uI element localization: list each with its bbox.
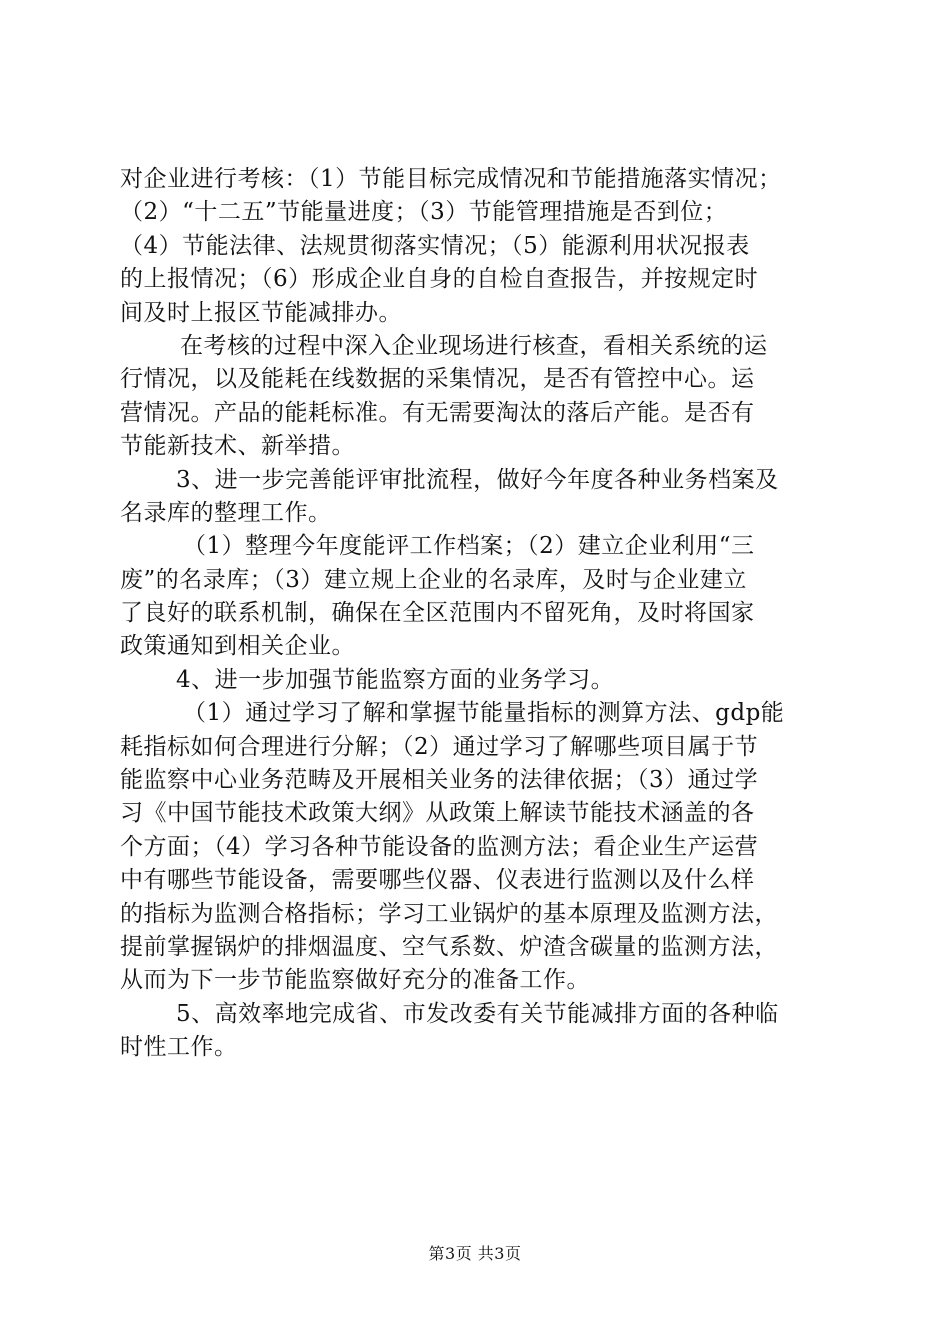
- text-line: 废”的名录库；（3）建立规上企业的名录库，及时与企业建立: [120, 566, 747, 593]
- text-line: 时性工作。: [120, 1034, 238, 1061]
- paragraph-item-3: [120, 464, 840, 531]
- text-line: 能监察中心业务范畴及开展相关业务的法律依据；（3）通过学: [120, 767, 759, 794]
- paragraph-item-4-details: [120, 697, 840, 998]
- paragraph-assessment-items: [120, 163, 840, 330]
- text-line: （1）整理今年度能评工作档案；（2）建立企业利用“三: [183, 533, 755, 560]
- text-line: 了良好的联系机制，确保在全区范围内不留死角，及时将国家: [120, 600, 755, 627]
- paragraph-item-5: [120, 998, 840, 1065]
- text-line: 中有哪些节能设备，需要哪些仪器、仪表进行监测以及什么样: [120, 867, 755, 894]
- text-line: （2）“十二五”节能量进度；（3）节能管理措施是否到位；: [120, 199, 728, 226]
- text-line: 节能新技术、新举措。: [120, 433, 355, 460]
- document-body: [120, 163, 840, 1065]
- paragraph-onsite-check: [120, 330, 840, 464]
- page-number-footer: 第3页 共3页: [428, 1244, 522, 1263]
- text-line: （1）通过学习了解和掌握节能量指标的测算方法、gdp能: [183, 700, 785, 727]
- text-line: 在考核的过程中深入企业现场进行核查，看相关系统的运: [180, 332, 768, 359]
- text-line: 从而为下一步节能监察做好充分的准备工作。: [120, 967, 590, 994]
- text-line: 名录库的整理工作。: [120, 499, 332, 526]
- text-line: 耗指标如何合理进行分解；（2）通过学习了解哪些项目属于节: [120, 733, 759, 760]
- text-line: （4）节能法律、法规贯彻落实情况；（5）能源利用状况报表: [120, 232, 750, 259]
- text-line: 间及时上报区节能减排办。: [120, 299, 402, 326]
- text-line: 营情况。产品的能耗标准。有无需要淘汰的落后产能。是否有: [120, 399, 755, 426]
- text-line: 的上报情况；（6）形成企业自身的自检自查报告，并按规定时: [120, 266, 759, 293]
- text-line: 习《中国节能技术政策大纲》从政策上解读节能技术涵盖的各: [120, 800, 755, 827]
- text-line: 对企业进行考核：（1）节能目标完成情况和节能措施落实情况；: [120, 166, 782, 192]
- text-line: 政策通知到相关企业。: [120, 633, 355, 660]
- text-line: 提前掌握锅炉的排烟温度、空气系数、炉渣含碳量的监测方法，: [120, 933, 778, 960]
- text-line: 的指标为监测合格指标；学习工业锅炉的基本原理及监测方法，: [120, 900, 778, 927]
- text-line: 4、进一步加强节能监察方面的业务学习。: [176, 666, 615, 693]
- text-line: 个方面；（4）学习各种节能设备的监测方法；看企业生产运营: [120, 833, 759, 860]
- text-line: 3、进一步完善能评审批流程，做好今年度各种业务档案及: [176, 466, 779, 493]
- paragraph-item-3-details: [120, 530, 840, 664]
- text-line: 5、高效率地完成省、市发改委有关节能减排方面的各种临: [176, 1000, 779, 1027]
- text-line: 行情况，以及能耗在线数据的采集情况，是否有管控中心。运: [120, 366, 755, 393]
- paragraph-item-4: [120, 664, 840, 697]
